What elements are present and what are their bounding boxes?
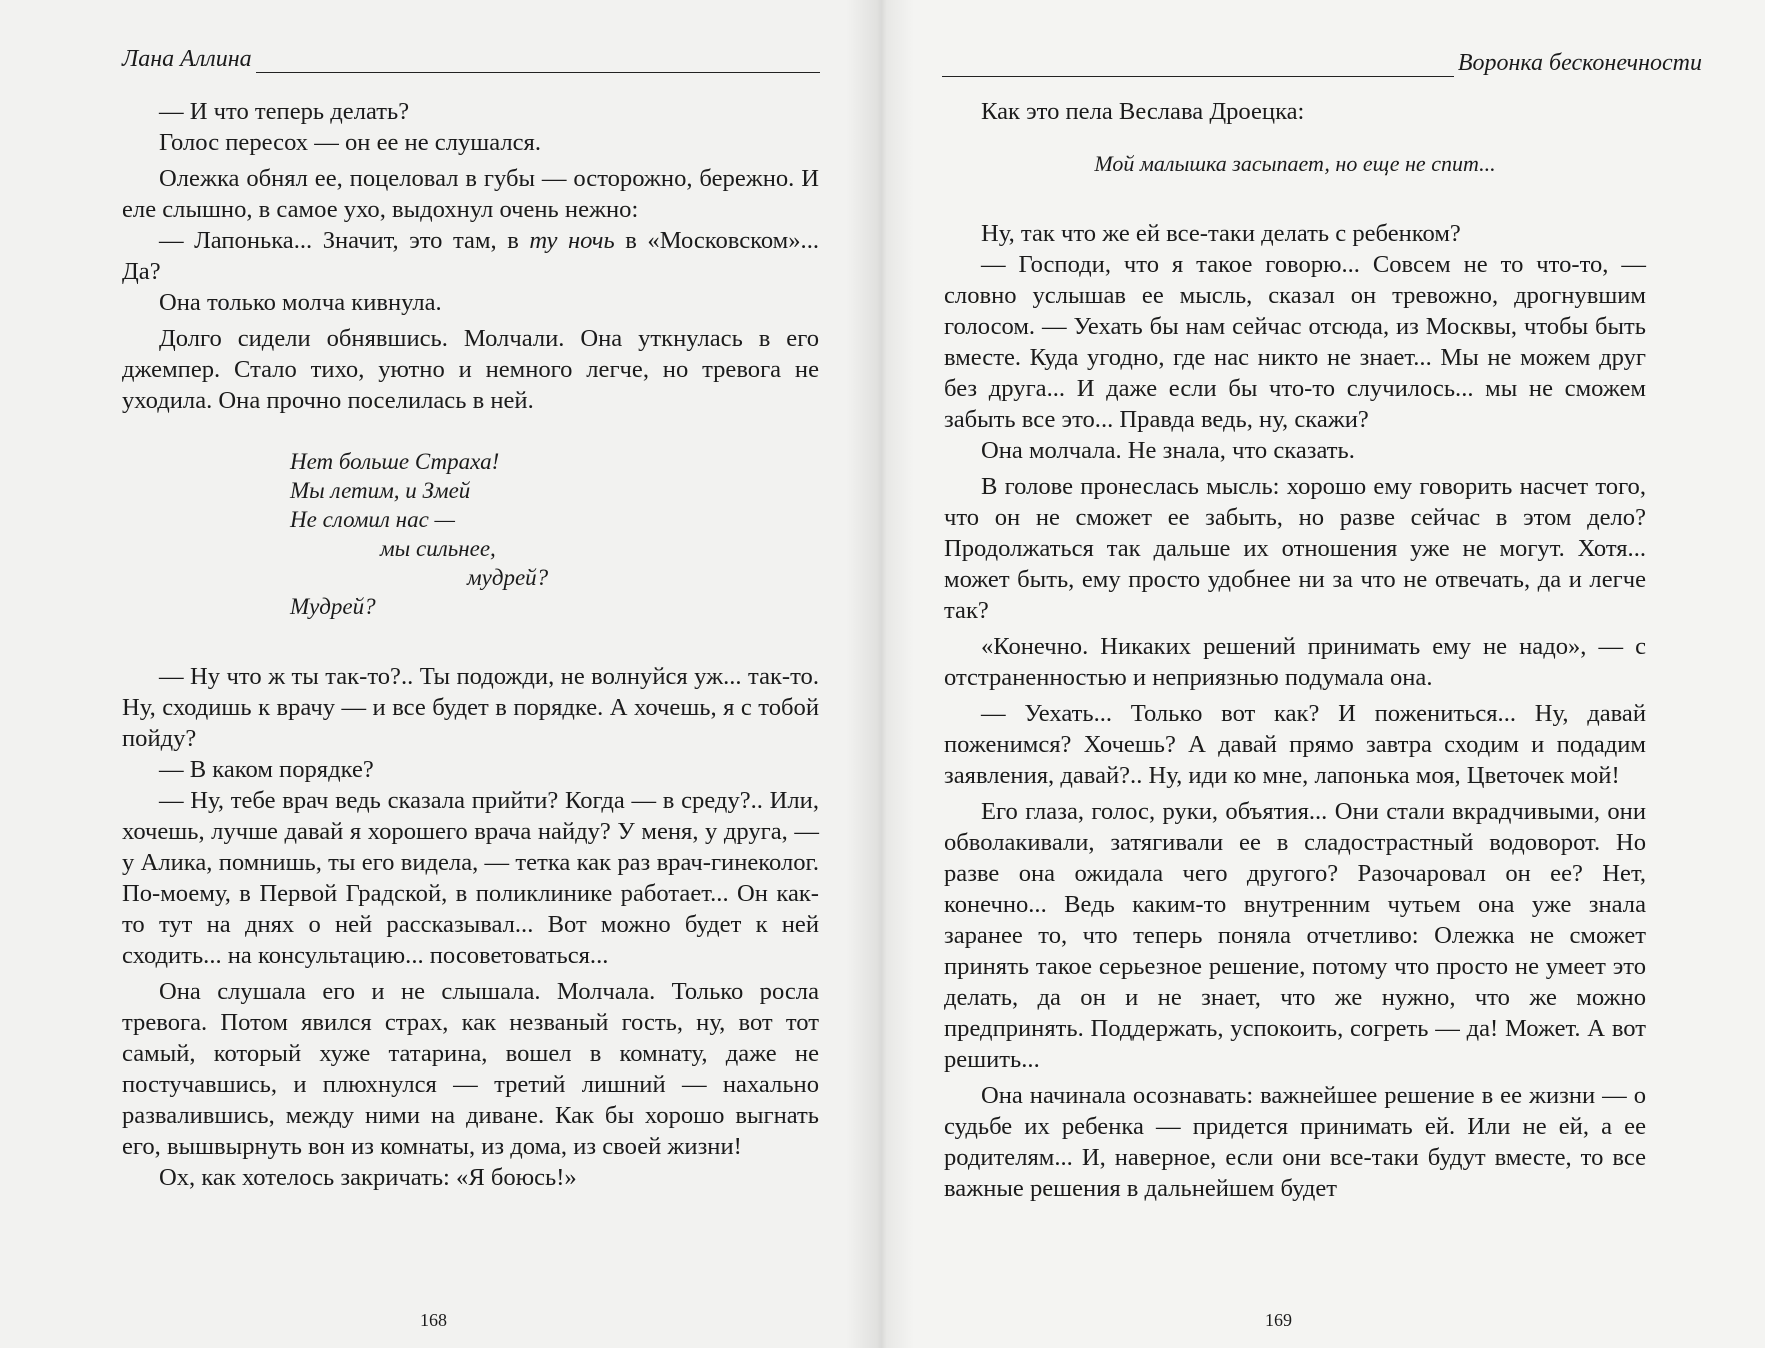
poem-verse <box>122 447 819 621</box>
paragraph: — Уехать... Только вот как? И пожениться... Ну, давай поженимся? Хочешь? А давай прямо завтра сходим и подадим заявления, давай?.. Ну, иди ко мне, лапонька моя, Цветочек мой! <box>944 700 1646 789</box>
paragraph: Олежка обнял ее, поцеловал в губы — осторожно, бережно. И еле слышно, в самое ухо, выдохнул очень нежно: <box>122 165 819 223</box>
left-body-text <box>122 96 819 1193</box>
paragraph: Она слушала его и не слышала. Молчала. Только росла тревога. Потом явился страх, как незваный гость, ну, вот тот самый, который хуже татарина, вошел в комнату, даже не постучавшись, и плюхнулся — третий лишний — нахально развалившись, между ними на диване. Как бы хорошо выгнать его, вышвырнуть вон из комнаты, из дома, из своей жизни! <box>122 978 819 1160</box>
text-run: в «Московском»... Да? <box>122 227 819 285</box>
paragraph <box>122 225 819 287</box>
header-rule <box>256 46 820 73</box>
page-number: 169 <box>1265 1310 1292 1330</box>
right-page <box>880 0 1765 1348</box>
song-quote: Мой малышка засыпает, но еще не спит... <box>1094 151 1496 176</box>
verse-line: Мы летим, и Змей <box>290 478 471 503</box>
paragraph: «Конечно. Никаких решений принимать ему не надо», — с отстраненностью и неприязнью подумала она. <box>944 633 1646 691</box>
header-rule <box>942 46 1454 77</box>
verse-line: Нет больше Страха! <box>290 449 500 474</box>
italic-phrase: ту ночь <box>529 227 615 254</box>
left-page <box>0 0 880 1348</box>
paragraph: Она начинала осознавать: важнейшее решение в ее жизни — о судьбе их ребенка — придется принимать ей. Или не ей, а ее родителям... И, наверное, если они все-таки будут вместе, то все важные решения в дальнейшем будет <box>944 1082 1646 1202</box>
paragraph: — В каком порядке? <box>159 756 374 783</box>
paragraph: Ох, как хотелось закричать: «Я боюсь!» <box>159 1164 577 1191</box>
left-running-head <box>122 46 820 73</box>
paragraph: Долго сидели обнявшись. Молчали. Она уткнулась в его джемпер. Стало тихо, уютно и немного легче, но тревога не уходила. Она прочно поселилась в ней. <box>122 325 819 414</box>
paragraph: Ну, так что же ей все-таки делать с ребенком? <box>981 220 1461 247</box>
paragraph: Она только молча кивнула. <box>159 289 442 316</box>
right-body-text <box>944 96 1646 1204</box>
paragraph: — Ну что ж ты так-то?.. Ты подожди, не волнуйся уж... так-то. Ну, сходишь к врачу — и все будет в порядке. А хочешь, я с тобой пойду? <box>122 663 819 752</box>
paragraph: Как это пела Веслава Дроецка: <box>981 98 1305 125</box>
verse-line: Мудрей? <box>290 594 376 619</box>
paragraph: — Ну, тебе врач ведь сказала прийти? Когда — в среду?.. Или, хочешь, лучше давай я хорошего врача найду? У меня, у друга, — у Алика, помнишь, ты его видела, — тетка как раз врач-гинеколог. По-моему, в Первой Градской, в поликлинике работает... Он как-то тут на днях о ней рассказывал... Вот можно будет к ней сходить... на консультацию... посоветоваться... <box>122 787 819 969</box>
paragraph: — И что теперь делать? <box>159 98 410 125</box>
verse-line: мы сильнее, <box>380 536 496 561</box>
paragraph: Голос пересох — он ее не слушался. <box>159 129 541 156</box>
author-name: Лана Аллина <box>122 46 252 72</box>
right-running-head <box>942 46 1702 77</box>
paragraph: В голове пронеслась мысль: хорошо ему говорить насчет того, что он не сможет ее забыть, но разве сейчас в этом дело? Продолжаться так дальше их отношения уже не могут. Хотя... может быть, ему просто удобнее ни за что не отвечать, да и легче так? <box>944 473 1646 624</box>
text-run: — Лапонька... Значит, это там, в <box>159 227 530 254</box>
paragraph: Она молчала. Не знала, что сказать. <box>981 437 1355 464</box>
book-title: Воронка бесконечности <box>1457 50 1702 76</box>
verse-line: мудрей? <box>467 565 549 590</box>
paragraph: — Господи, что я такое говорю... Совсем не то что-то, — словно услышав ее мысль, сказал он тревожно, дрогнувшим голосом. — Уехать бы нам сейчас отсюда, из Москвы, чтобы быть вместе. Куда угодно, где нас никто не знает... Мы не можем друг без друга... И даже если бы что-то случилось... мы не сможем забыть все это... Правда ведь, ну, скажи? <box>944 251 1646 433</box>
page-number: 168 <box>420 1310 447 1330</box>
verse-line: Не сломил нас — <box>290 507 455 532</box>
paragraph: Его глаза, голос, руки, объятия... Они стали вкрадчивыми, они обволакивали, затягивали ее в сладострастный водоворот. Но разве она ожидала чего другого? Разочаровал он ее? Нет, конечно... Ведь каким-то внутренним чутьем она уже знала заранее то, что теперь поняла отчетливо: Олежка не сможет принять такое серьезное решение, потому что просто не умеет это делать, да он и не знает, что же нужно, что же можно предпринять. Поддержать, успокоить, согреть — да! Может. А вот решить... <box>944 798 1646 1073</box>
